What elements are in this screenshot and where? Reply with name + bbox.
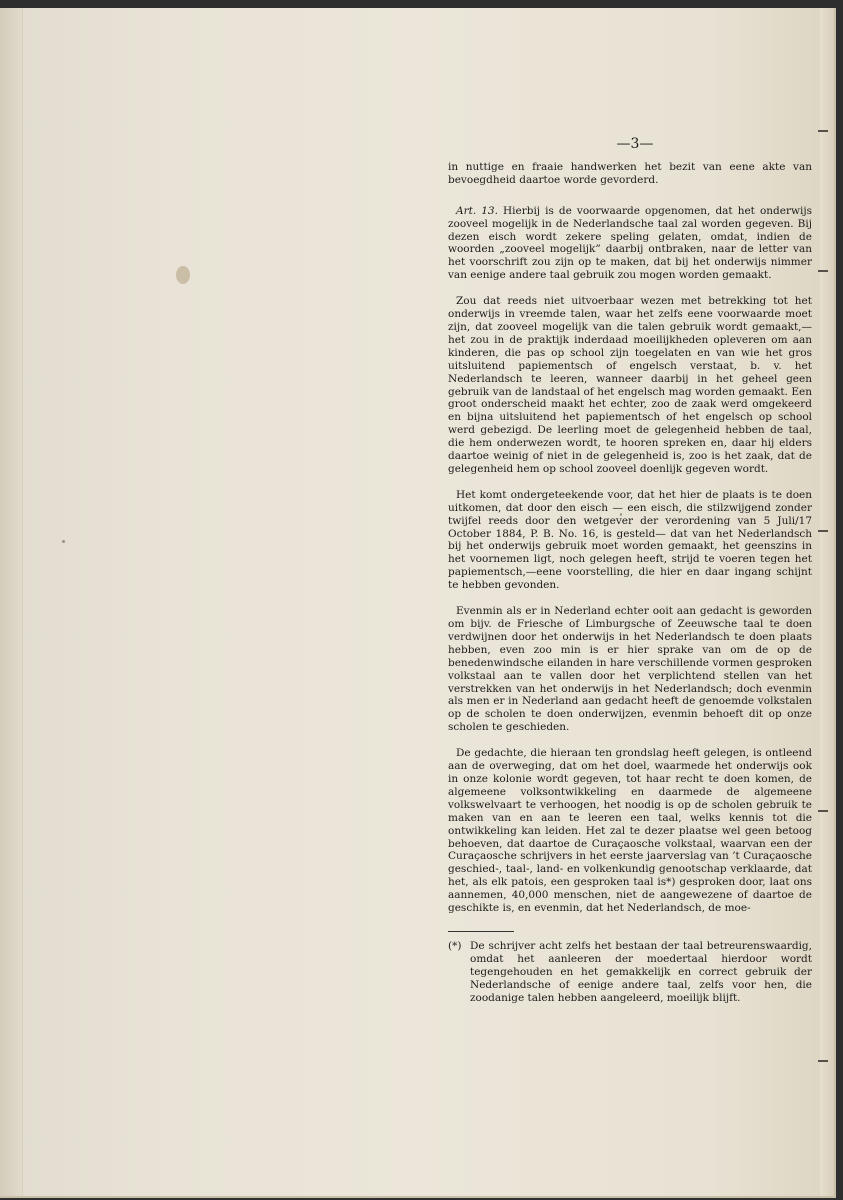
footnote-mark: (*) (448, 939, 462, 952)
paper-page (0, 8, 836, 1198)
paragraph: De gedachte, die hieraan ten grondslag heeft gelegen, is ontleend aan de overweging, dat om het doel, waarmede het onderwijs ook in onze kolonie wordt gegeven, tot haar recht te doen komen, de algemeene volksontwikkeling en daarmede de algemeene volkswelvaart te verhoogen, het noodig is op de scholen gebruik te maken van en aan te leeren een taal, welks kennis tot die ontwikkeling kan leiden. Het zal te dezer plaatse wel geen betoog behoeven, dat daartoe de Curaçaosche volkstaal, waarvan een der Curaçaosche schrijvers in het eerste jaarverslag van ’t Curaçaosche geschied-, taal-, land- en volkenkundig genootschap verklaarde, dat het, als elk patois, een gesproken taal is*) gesproken door, laat ons aannemen, 40,000 menschen, niet de aangewezene of daartoe de geschikte is, en evenmin, dat het Nederlandsch, de moe- (448, 747, 812, 915)
footnote-text: De schrijver acht zelfs het bestaan der taal betreurenswaardig, omdat het aanleeren der moedertaal hierdoor wordt tegengehouden en het gemakkelijk en correct gebruik der Nederlandsche of eenige andere taal, zelfs voor hen, die zoodanige talen hebben aangeleerd, moeilijk blijft. (470, 939, 812, 1004)
footnote (448, 940, 812, 1005)
paragraph: Het komt ondergeteekende voor, dat het hier de plaats is te doen uitkomen, dat door den eisch — een eisch, die stilzwijgend zonder twijfel reeds door den wetgever der verordening van 5 Juli/17 October 1884, P. B. No. 16, is gesteld— dat van het Nederlandsch bij het onderwijs gebruik moet worden gemaakt, het geenszins in het voornemen ligt, noch gelegen heeft, strijd te voeren tegen het papiementsch,—eene voorstelling, die hier en daar ingang schijnt te hebben gevonden. (448, 488, 812, 592)
page-edge-right (820, 8, 834, 1196)
page-fold-left (0, 8, 23, 1196)
paragraph-article-13 (448, 205, 812, 282)
text-column (448, 138, 812, 1004)
edge-mark (818, 1060, 828, 1062)
paragraph: Evenmin als er in Nederland echter ooit aan gedacht is geworden om bijv. de Friesche of Limburgsche of Zeeuwsche taal te doen verdwijnen door het onderwijs in het Nederlandsch te doen plaats hebben, even zoo min is er hier sprake van om de op de benedenwindsche eilanden in hare verschillende vormen gesproken volkstaal aan te vallen door het verplichtend stellen van het verstrekken van het onderwijs in het Nederlandsch; doch evenmin als men er in Nederland aan gedacht heeft de genoemde volkstalen op de scholen te doen onderwijzen, evenmin behoeft dit op onze scholen te geschieden. (448, 605, 812, 734)
paper-speck (62, 540, 65, 543)
edge-mark (818, 270, 828, 272)
paragraph: Zou dat reeds niet uitvoerbaar wezen met betrekking tot het onderwijs in vreemde talen, waar het zelfs eene voorwaarde moet zijn, dat zooveel mogelijk van die talen gebruik wordt gemaakt,— het zou in de praktijk inderdaad moeilijkheden opleveren om aan kinderen, die pas op school zijn toegelaten en van wie het gros uitsluitend papiementsch of engelsch verstaat, b. v. het Nederlandsch te leeren, wanneer daarbij in het geheel geen gebruik van de landstaal of het engelsch mag worden gemaakt. Een groot onderscheid maakt het echter, zoo de zaak werd omgekeerd en bijna uitsluitend het papiementsch of het engelsch op school werd gebezigd. De leerling moet de gelegenheid hebben de taal, die hem onderwezen wordt, te hooren spreken en, daar hij elders daartoe weinig of niet in de gelegenheid is, zoo is het zaak, dat de gelegenheid hem op school zooveel doenlijk gegeven wordt. (448, 295, 812, 475)
edge-mark (818, 530, 828, 532)
footnote-divider (448, 931, 514, 932)
edge-mark (818, 810, 828, 812)
edge-mark (818, 130, 828, 132)
article-label: Art. 13. (456, 204, 498, 217)
article-13-text: Hierbij is de voorwaarde opgenomen, dat het onderwijs zooveel mogelijk in de Nederlandsche taal zal worden gegeven. Bij dezen eisch wordt zekere speling gelaten, omdat, indien de woorden „zooveel mogelijk” daarbij ontbraken, naar de letter van het voorschrift zou zijn op te maken, dat bij het onderwijs nimmer van eenige andere taal gebruik zou mogen worden gemaakt. (448, 204, 812, 282)
paper-stain (176, 266, 190, 284)
paragraph-continuation: in nuttige en fraaie handwerken het bezit van eene akte van bevoegdheid daartoe worde gevorderd. (448, 160, 812, 186)
page-number: —3— (616, 136, 654, 152)
